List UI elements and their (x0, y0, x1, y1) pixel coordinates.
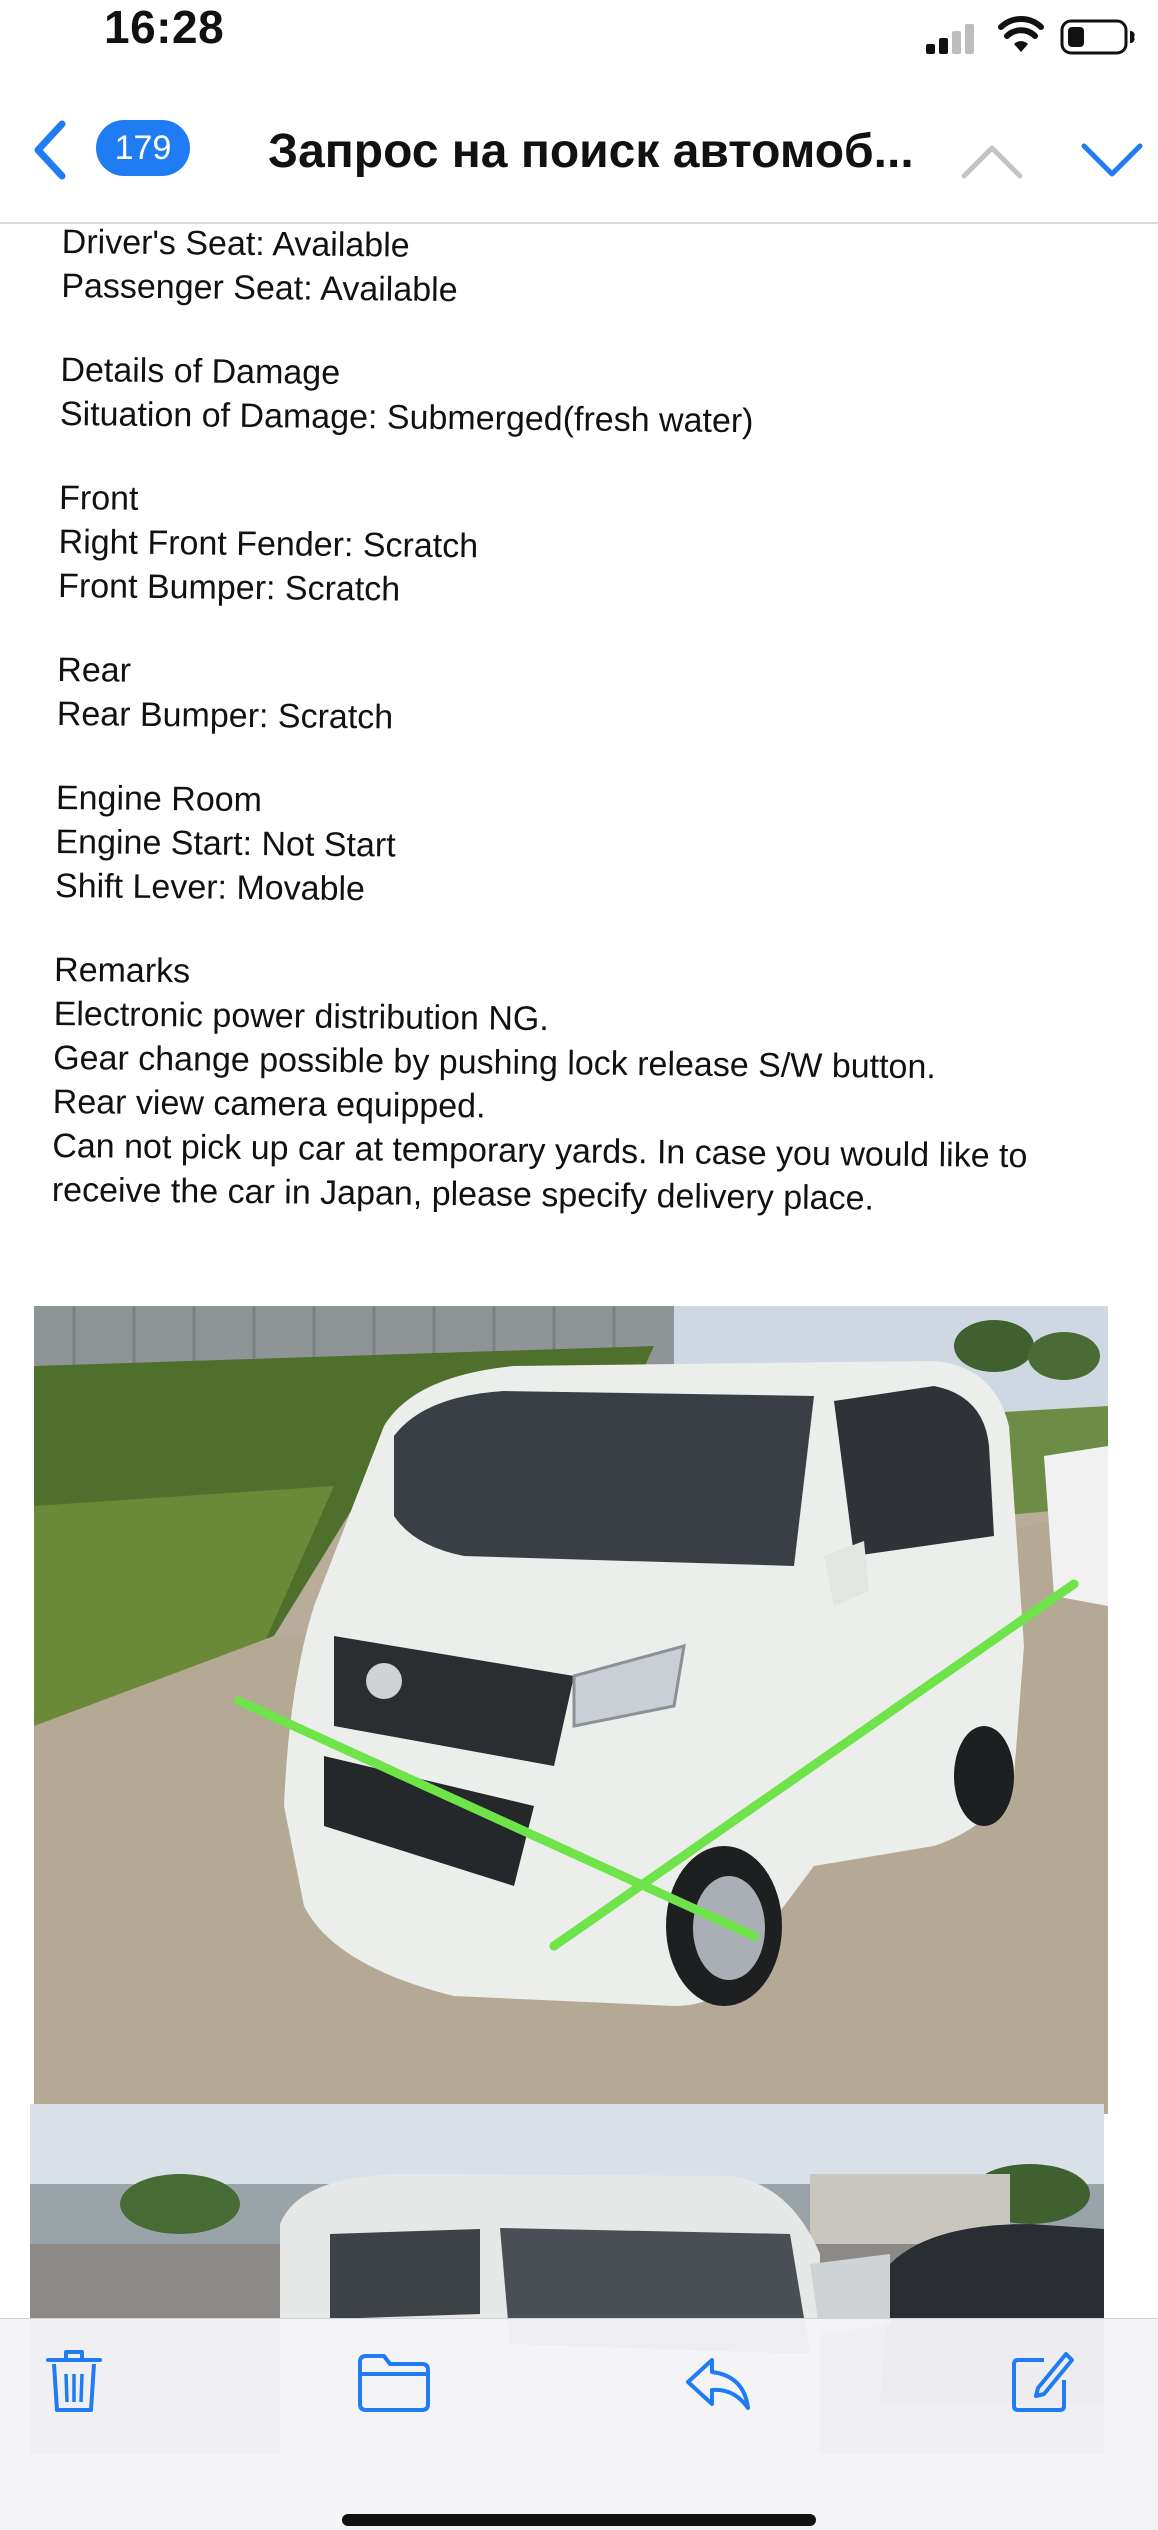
body-line: Rear (57, 650, 132, 690)
body-line: Passenger Seat: Available (61, 266, 458, 310)
chevron-down-icon[interactable] (1080, 140, 1144, 180)
body-line: Shift Lever: Movable (54, 866, 366, 909)
compose-icon[interactable] (1008, 2346, 1076, 2416)
folder-icon[interactable] (356, 2346, 432, 2416)
body-line: Front Bumper: Scratch (57, 566, 401, 609)
body-line: Rear Bumper: Scratch (56, 694, 394, 737)
chevron-up-icon[interactable] (960, 140, 1024, 180)
reply-icon[interactable] (682, 2346, 754, 2416)
body-line: receive the car in Japan, please specify delivery place. (51, 1170, 875, 1218)
body-line: Electronic power distribution NG. (53, 994, 549, 1039)
wifi-icon (998, 16, 1044, 54)
bottom-toolbar (0, 2318, 1158, 2530)
chevron-left-icon[interactable] (30, 118, 70, 182)
cellular-signal-icon (926, 24, 976, 54)
body-line: Engine Start: Not Start (55, 822, 396, 865)
body-line: Front (58, 478, 139, 518)
body-line: Gear change possible by pushing lock release S/W button. (53, 1038, 937, 1087)
battery-icon (1060, 18, 1136, 56)
body-line: Rear view camera equipped. (52, 1082, 486, 1126)
body-line: Engine Room (55, 778, 263, 820)
remarks-section (52, 948, 1085, 1223)
damage-details-section (60, 348, 1091, 447)
car-photo-front[interactable] (34, 1306, 1108, 2114)
email-body (51, 220, 1092, 1263)
body-line: Remarks (53, 950, 191, 991)
email-subject-title: Запрос на поиск автомоб... (268, 125, 914, 178)
body-line: Right Front Fender: Scratch (58, 522, 479, 566)
status-time: 16:28 (104, 1, 225, 53)
body-line: Details of Damage (60, 350, 341, 392)
body-line: Driver's Seat: Available (61, 222, 410, 265)
unread-count-badge[interactable]: 179 (96, 120, 190, 176)
body-line: Situation of Damage: Submerged(fresh water) (59, 394, 754, 441)
home-indicator[interactable] (342, 2514, 816, 2526)
trash-icon[interactable] (42, 2346, 106, 2416)
seats-section (61, 220, 1092, 319)
engine-room-section (55, 776, 1086, 919)
front-section (58, 476, 1089, 619)
car-photo-drawing (34, 1306, 1108, 2114)
rear-section (57, 648, 1088, 747)
body-line: Can not pick up car at temporary yards. In case you would like to (52, 1126, 1028, 1176)
